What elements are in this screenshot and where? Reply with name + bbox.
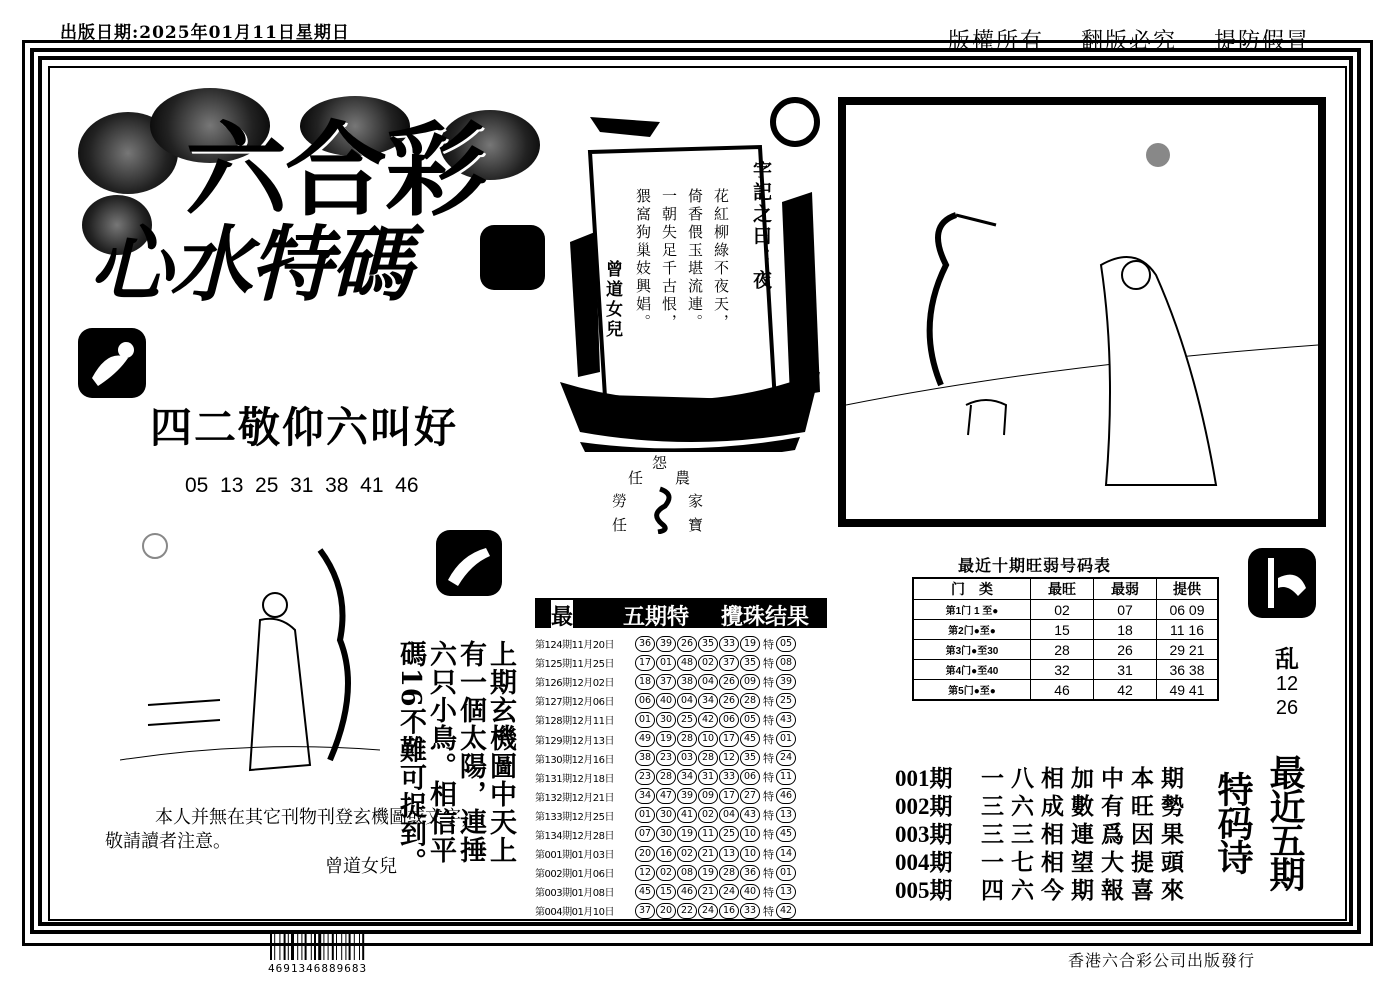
poem-period: 002期 [895, 794, 953, 819]
poem-line [895, 765, 1191, 793]
notice-line: 敬請讀者注意。 [105, 831, 231, 852]
number-ball: 04 [698, 674, 718, 690]
history-row [535, 825, 835, 844]
number-ball: 33 [719, 636, 739, 652]
special-label: 特 [763, 733, 774, 747]
copyright-notice [948, 24, 1338, 55]
hot-cell: 28 [1031, 640, 1094, 660]
door-cell: 第1门 1 至● [913, 600, 1031, 620]
poem-line [895, 793, 1191, 821]
number-ball: 34 [698, 693, 718, 709]
number-ball: 47 [656, 788, 676, 804]
number-ball: 43 [740, 807, 760, 823]
history-row-label: 第127期12月06日 [535, 697, 615, 709]
barcode-bar [362, 932, 364, 960]
suggest-cell: 06 09 [1157, 600, 1219, 620]
table-header-row [913, 578, 1218, 600]
history-row [535, 806, 835, 825]
number-ball: 20 [635, 846, 655, 862]
number-ball: 37 [656, 674, 676, 690]
number-ball: 35 [740, 750, 760, 766]
column-header: 最弱 [1094, 578, 1157, 600]
history-table [535, 634, 835, 920]
history-title [535, 598, 827, 628]
special-label: 特 [763, 847, 774, 861]
number-ball: 23 [635, 769, 655, 785]
number-ball: 20 [656, 903, 676, 919]
number-ball: 01 [656, 655, 676, 671]
barcode-bar [297, 932, 298, 960]
barcode-bar [341, 932, 342, 960]
seal-char: 勞 [612, 492, 628, 510]
poem-line [895, 821, 1191, 849]
number-ball: 36 [740, 865, 760, 881]
history-row [535, 634, 835, 653]
poem-text: 四六今期報喜來 [981, 877, 1191, 904]
dragon-icon [640, 484, 680, 534]
number-ball: 10 [698, 731, 718, 747]
number-ball: 17 [635, 655, 655, 671]
number-ball: 38 [635, 750, 655, 766]
barcode-bar [323, 932, 324, 960]
history-row-label: 第131期12月18日 [535, 773, 615, 785]
number-ball: 36 [635, 636, 655, 652]
number-ball: 01 [635, 807, 655, 823]
seal-char: 農 [675, 469, 691, 487]
table-row [913, 620, 1218, 640]
sail-poem-heading: 字記之曰：夜 [750, 160, 772, 292]
suggest-cell: 36 38 [1157, 660, 1219, 680]
number-ball: 25 [719, 826, 739, 842]
number-ball: 35 [740, 655, 760, 671]
number-ball: 19 [740, 636, 760, 652]
number-ball: 30 [656, 807, 676, 823]
barcode-bar [345, 932, 346, 960]
special-label: 特 [763, 790, 774, 804]
number-ball: 12 [635, 865, 655, 881]
barcode-bar [305, 932, 307, 960]
special-label: 特 [763, 752, 774, 766]
table-row [913, 600, 1218, 620]
barcode-bar [274, 932, 275, 960]
number-ball: 26 [677, 636, 697, 652]
weak-strong-title: 最近十期旺弱号码表 [958, 556, 1112, 575]
subtitle: 心水特碼 [90, 218, 410, 313]
riddle-text: 上期玄機圖中天上有一個太陽，連捶六只小鳥。相信平碼16不難可捉到。 [395, 640, 516, 876]
history-row-label: 第128期12月11日 [535, 716, 615, 728]
door-cell: 第4门●至40 [913, 660, 1031, 680]
number-ball: 39 [656, 636, 676, 652]
suggest-cell: 11 16 [1157, 620, 1219, 640]
number-ball: 25 [677, 712, 697, 728]
number-ball: 08 [677, 865, 697, 881]
number-ball: 07 [635, 826, 655, 842]
history-row-label: 第001期01月03日 [535, 850, 615, 862]
history-row-label: 第129期12月13日 [535, 735, 615, 747]
special-number-ball: 25 [776, 693, 796, 709]
special-number-ball: 42 [776, 903, 796, 919]
seal-char: 怨 [652, 454, 668, 472]
number-ball: 34 [677, 769, 697, 785]
number-ball: 19 [677, 826, 697, 842]
barcode-bar [288, 932, 289, 960]
number-ball: 02 [677, 846, 697, 862]
special-label: 特 [763, 828, 774, 842]
hot-cell: 02 [1031, 600, 1094, 620]
main-title: 六合彩 [185, 112, 485, 231]
special-label: 特 [763, 713, 774, 727]
history-row [535, 691, 835, 710]
history-row [535, 653, 835, 672]
number-ball: 26 [719, 674, 739, 690]
fruit-icon [480, 225, 545, 290]
seal-char: 任 [628, 469, 644, 487]
number-ball: 18 [635, 674, 655, 690]
number-ball: 46 [677, 884, 697, 900]
number-ball: 35 [698, 636, 718, 652]
seal-char: 寶 [688, 516, 704, 534]
barcode-bar [332, 932, 334, 960]
poem-period: 003期 [895, 822, 953, 847]
poem-text: 一八相加中本期 [981, 765, 1191, 792]
special-label: 特 [763, 904, 774, 918]
special-number-ball: 24 [776, 750, 796, 766]
number-ball: 37 [635, 903, 655, 919]
poem-text: 一七相望大提頭 [981, 849, 1191, 876]
side-code-char: 乱 [1275, 646, 1299, 673]
history-title-part: 攪珠结果 [721, 605, 810, 630]
number-ball: 26 [719, 693, 739, 709]
number-ball: 17 [719, 788, 739, 804]
number-ball: 09 [698, 788, 718, 804]
side-code-number: 26 [1275, 697, 1299, 719]
notice [105, 806, 479, 854]
number-ball: 38 [677, 674, 697, 690]
history-row-label: 第134期12月28日 [535, 830, 615, 842]
barcode-bar [354, 932, 355, 960]
number-ball: 33 [719, 769, 739, 785]
number-ball: 30 [656, 712, 676, 728]
signature: 曾道女兒 [325, 856, 397, 877]
number-ball: 19 [698, 865, 718, 881]
cold-cell: 26 [1094, 640, 1157, 660]
sail-poem-line: 倚香偎玉堪流連。 [686, 188, 704, 332]
barcode-bar [291, 932, 294, 960]
number-ball: 05 [740, 712, 760, 728]
poem-line [895, 877, 1191, 905]
history-row-label: 第004期01月10日 [535, 907, 615, 919]
number-ball: 21 [698, 884, 718, 900]
suggest-cell: 29 21 [1157, 640, 1219, 660]
hand-pointing-icon [436, 530, 502, 596]
barcode-number: 4691346889683 [268, 962, 368, 975]
weak-strong-table [912, 577, 1219, 701]
history-row-label: 第002期01月06日 [535, 869, 615, 881]
special-number-ball: 46 [776, 788, 796, 804]
seal-char: 家 [688, 492, 704, 510]
hint-text: 四二敬仰六叫好 [150, 403, 459, 452]
special-number-ball: 45 [776, 826, 796, 842]
barcode-bar [318, 932, 321, 960]
history-row-label: 第124期11月20日 [535, 640, 615, 652]
table-row [913, 660, 1218, 680]
history-row-label: 第130期12月16日 [535, 754, 615, 766]
history-row [535, 901, 835, 920]
number-ball: 06 [740, 769, 760, 785]
poem-list [895, 765, 1191, 905]
special-number-ball: 05 [776, 636, 796, 652]
history-row [535, 710, 835, 729]
copyright-text-3: 提防假冒 [1214, 29, 1311, 54]
sail-poem-author: 曾道女兒 [602, 260, 622, 340]
number-ball: 39 [677, 788, 697, 804]
number-ball: 16 [719, 903, 739, 919]
number-ball: 49 [635, 731, 655, 747]
number-ball: 24 [698, 903, 718, 919]
special-number-ball: 39 [776, 674, 796, 690]
number-ball: 40 [656, 693, 676, 709]
special-label: 特 [763, 637, 774, 651]
door-cell: 第5门●至● [913, 680, 1031, 701]
history-row-label: 第126期12月02日 [535, 678, 615, 690]
poem-period: 005期 [895, 878, 953, 903]
column-header: 门 类 [913, 578, 1031, 600]
history-row-label: 第003期01月08日 [535, 888, 615, 900]
barcode-bar [314, 932, 316, 960]
hand-icon [78, 328, 146, 398]
number-ball: 45 [740, 731, 760, 747]
publication-date: 出版日期:2025年01月11日星期日 [60, 23, 350, 43]
history-row [535, 749, 835, 768]
number-ball: 28 [698, 750, 718, 766]
number-ball: 19 [656, 731, 676, 747]
number-ball: 41 [677, 807, 697, 823]
door-cell: 第3门●至30 [913, 640, 1031, 660]
copyright-text-2: 翻版必究 [1081, 29, 1178, 54]
number-ball: 06 [719, 712, 739, 728]
number-ball: 02 [698, 655, 718, 671]
number-ball: 10 [740, 826, 760, 842]
hot-cell: 15 [1031, 620, 1094, 640]
special-label: 特 [763, 656, 774, 670]
number-ball: 48 [677, 655, 697, 671]
number-ball: 24 [719, 884, 739, 900]
barcode-bar [359, 932, 360, 960]
number-ball: 30 [656, 826, 676, 842]
number-ball: 10 [740, 846, 760, 862]
history-row [535, 729, 835, 748]
number-ball: 42 [698, 712, 718, 728]
special-label: 特 [763, 694, 774, 708]
sail-poem-line: 一朝失足千古恨， [660, 188, 678, 332]
number-ball: 28 [677, 731, 697, 747]
number-ball: 28 [740, 693, 760, 709]
sail-poem-line: 猥窩狗巢妓興娼。 [634, 188, 652, 332]
special-label: 特 [763, 866, 774, 880]
gesture-icon [1248, 548, 1316, 618]
number-ball: 33 [740, 903, 760, 919]
table-row [913, 680, 1218, 701]
barcode-bar [311, 932, 312, 960]
special-label: 特 [763, 771, 774, 785]
number-ball: 28 [719, 865, 739, 881]
number-ball: 02 [656, 865, 676, 881]
hot-cell: 46 [1031, 680, 1094, 701]
history-row-label: 第125期11月25日 [535, 659, 615, 671]
number-ball: 45 [635, 884, 655, 900]
barcode-bar [270, 932, 272, 960]
history-row-label: 第132期12月21日 [535, 792, 615, 804]
barcode-bar [284, 932, 286, 960]
side-code [1275, 648, 1299, 720]
number-ball: 04 [677, 693, 697, 709]
side-code-number: 12 [1275, 673, 1299, 695]
history-row [535, 844, 835, 863]
number-ball: 16 [656, 846, 676, 862]
number-ball: 31 [698, 769, 718, 785]
special-number-ball: 13 [776, 807, 796, 823]
seal-emblem [600, 452, 730, 542]
number-ball: 21 [698, 846, 718, 862]
barcode-bar [301, 932, 302, 960]
special-number-ball: 08 [776, 655, 796, 671]
special-label: 特 [763, 675, 774, 689]
poem-period: 001期 [895, 766, 953, 791]
history-row [535, 863, 835, 882]
monk-illustration [120, 530, 380, 790]
special-number-ball: 11 [776, 769, 796, 785]
barcode-bar [328, 932, 329, 960]
door-cell: 第2门●至● [913, 620, 1031, 640]
sail-poem [590, 160, 770, 370]
cold-cell: 31 [1094, 660, 1157, 680]
barcode-bar [279, 932, 280, 960]
number-ball: 12 [719, 750, 739, 766]
special-number-ball: 14 [776, 846, 796, 862]
scene-illustration [838, 97, 1326, 527]
hot-cell: 32 [1031, 660, 1094, 680]
number-ball: 27 [740, 788, 760, 804]
number-ball: 13 [719, 846, 739, 862]
notice-line: 本人并無在其它刊物刊登玄機圖或文字， [155, 807, 479, 828]
history-row-label: 第133期12月25日 [535, 811, 615, 823]
cold-cell: 42 [1094, 680, 1157, 701]
cold-cell: 18 [1094, 620, 1157, 640]
poem-period: 004期 [895, 850, 953, 875]
special-number-ball: 01 [776, 731, 796, 747]
special-label: 特 [763, 809, 774, 823]
number-ball: 01 [635, 712, 655, 728]
history-row [535, 672, 835, 691]
special-number-ball: 01 [776, 865, 796, 881]
column-header: 最旺 [1031, 578, 1094, 600]
number-ball: 23 [656, 750, 676, 766]
suggest-cell: 49 41 [1157, 680, 1219, 701]
barcode-bar [349, 932, 351, 960]
special-label: 特 [763, 885, 774, 899]
publisher: 香港六合彩公司出版發行 [1068, 951, 1256, 970]
copyright-text-1: 版權所有 [948, 29, 1045, 54]
number-ball: 09 [740, 674, 760, 690]
number-ball: 11 [698, 826, 718, 842]
poems-title: 最近五期特码诗 [1212, 754, 1305, 890]
cold-cell: 07 [1094, 600, 1157, 620]
number-ball: 28 [656, 769, 676, 785]
special-number-ball: 13 [776, 884, 796, 900]
seal-char: 任 [612, 516, 628, 534]
special-number-ball: 43 [776, 712, 796, 728]
number-ball: 40 [740, 884, 760, 900]
table-row [913, 640, 1218, 660]
poem-line [895, 849, 1191, 877]
history-row [535, 787, 835, 806]
column-header: 提供 [1157, 578, 1219, 600]
number-ball: 37 [719, 655, 739, 671]
poem-text: 三六成數有旺勢 [981, 793, 1191, 820]
number-ball: 15 [656, 884, 676, 900]
sail-poem-line: 花紅柳綠不夜天， [712, 188, 730, 332]
lucky-numbers: 05 13 25 31 38 41 46 [185, 474, 419, 497]
barcode-bar [336, 932, 337, 960]
number-ball: 02 [698, 807, 718, 823]
history-row [535, 768, 835, 787]
number-ball: 34 [635, 788, 655, 804]
history-title-part: 五期特 [623, 605, 690, 630]
number-ball: 03 [677, 750, 697, 766]
poem-text: 三三相連爲因果 [981, 821, 1191, 848]
history-title-part: 最 [551, 600, 573, 631]
number-ball: 04 [719, 807, 739, 823]
number-ball: 22 [677, 903, 697, 919]
history-row [535, 882, 835, 901]
number-ball: 06 [635, 693, 655, 709]
number-ball: 17 [719, 731, 739, 747]
